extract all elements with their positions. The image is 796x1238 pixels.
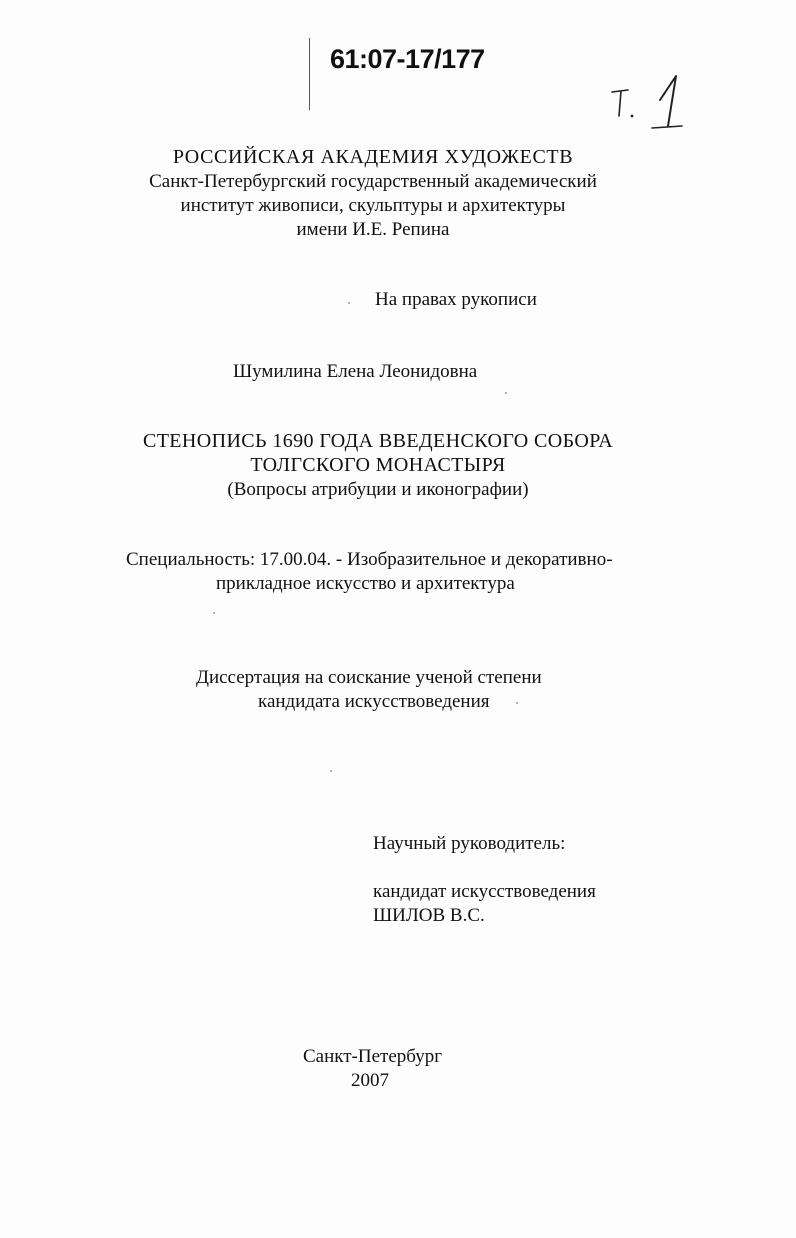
footer-year: 2007	[351, 1070, 389, 1091]
supervisor-rank: кандидат искусствоведения	[373, 881, 596, 902]
degree-line-2: кандидата искусствоведения	[258, 691, 490, 712]
scan-speck	[516, 702, 518, 704]
scan-speck	[330, 770, 332, 772]
scan-speck	[348, 302, 350, 304]
dissertation-subtitle: (Вопросы атрибуции и иконографии)	[227, 479, 529, 500]
rights-note: На правах рукописи	[375, 289, 537, 310]
supervisor-label: Научный руководитель:	[373, 833, 566, 854]
speciality-line-2: прикладное искусство и архитектура	[216, 573, 515, 594]
degree-line-1: Диссертация на соискание ученой степени	[196, 667, 542, 688]
library-stamp-code: 61:07-17/177	[330, 44, 485, 74]
institute-line-2: институт живописи, скульптуры и архитектуры	[180, 195, 566, 216]
dissertation-title-line-2: ТОЛГСКОГО МОНАСТЫРЯ	[250, 454, 506, 476]
footer-city: Санкт-Петербург	[303, 1046, 443, 1067]
scan-speck	[213, 612, 215, 614]
academy-name: РОССИЙСКАЯ АКАДЕМИЯ ХУДОЖЕСТВ	[172, 146, 574, 168]
institute-line-1: Санкт-Петербургский государственный академический	[149, 171, 597, 192]
author-name: Шумилина Елена Леонидовна	[233, 361, 478, 382]
stamp-divider	[309, 38, 310, 110]
speciality-line-1: Специальность: 17.00.04. - Изобразительное и декоративно-	[126, 549, 613, 570]
institute-line-3: имени И.Е. Репина	[296, 219, 450, 240]
dissertation-title-line-1: СТЕНОПИСЬ 1690 ГОДА ВВЕДЕНСКОГО СОБОРА	[142, 430, 614, 452]
supervisor-name: ШИЛОВ В.С.	[373, 905, 485, 926]
scan-speck	[505, 392, 507, 394]
handwritten-volume-mark	[608, 70, 688, 132]
